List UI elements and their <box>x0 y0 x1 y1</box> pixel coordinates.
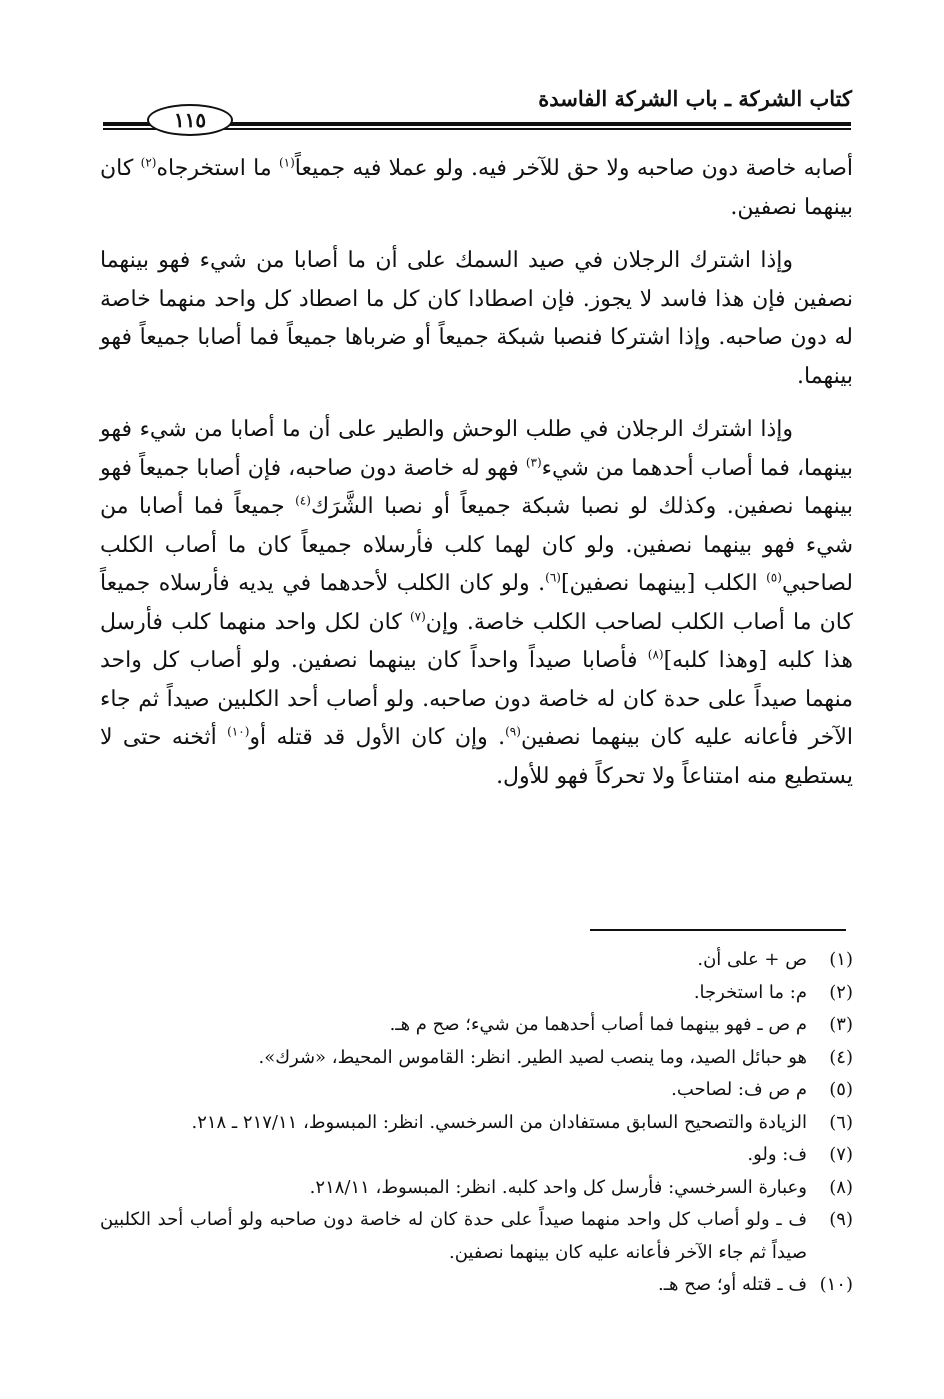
footnote-number: (٦) <box>829 1111 853 1133</box>
text-run: أصابه خاصة دون صاحبه ولا حق للآخر فيه. ولو عملا فيه جميعاً <box>294 156 853 181</box>
text-run: أثخنه حتى لا يستطيع منه امتناعاً ولا تحركاً فهو للأول. <box>100 725 853 789</box>
footnote-marker[interactable]: (٧) <box>409 609 426 624</box>
footnote-text: ف: ولو. <box>747 1144 807 1165</box>
footnote-text: م: ما استخرجا. <box>693 981 807 1003</box>
footnote-number: (٢) <box>829 981 853 1003</box>
footnote-number: (٥) <box>829 1079 853 1100</box>
footnote-marker[interactable]: (٣) <box>525 455 542 470</box>
footnote-number: (٤) <box>829 1046 853 1068</box>
footnote-marker[interactable]: (٦) <box>545 570 561 585</box>
footnote-marker[interactable]: (١) <box>278 155 295 170</box>
footnote <box>100 1009 853 1042</box>
paragraph <box>100 242 853 396</box>
footnote <box>100 944 853 977</box>
footnote-marker[interactable]: (٥) <box>766 570 782 585</box>
text-run: . وإن كان الأول قد قتله أو <box>249 725 506 750</box>
running-title: كتاب الشركة ـ باب الشركة الفاسدة <box>538 86 852 111</box>
footnotes <box>100 944 853 1302</box>
text-run: وإذا اشترك الرجلان في صيد السمك على أن ما أصابا من شيء فهو بينهما نصفين فإن هذا فاسد لا يجوز. فإن اصطادا كان كل ما اصطاد كل واحد منهما خاصة له دون صاحبه. وإذا اشتركا فنصبا شبكة جميعاً أو ضرباها جميعاً فما أصابا جميعاً فهو بينهما. <box>100 248 853 389</box>
footnote-text: الزيادة والتصحيح السابق مستفادان من السرخسي. انظر: المبسوط، ٢١٧/١١ ـ ٢١٨. <box>191 1111 807 1133</box>
text-run: فهو له خاصة دون صاحبه، فإن أصابا جميعاً فهو بينهما نصفين. وكذلك لو نصبا شبكة جميعاً أو نصبا الشَّرَك <box>100 455 853 519</box>
footnote <box>100 1172 853 1205</box>
footnote-text: هو حبائل الصيد، وما ينصب لصيد الطير. انظر: القاموس المحيط، «شرك». <box>258 1046 807 1068</box>
text-run: كان لكل واحد منهما كلب فأرسل هذا كلبه [وهذا كلبه] <box>100 609 853 673</box>
paragraph <box>100 150 853 227</box>
footnote <box>100 1074 853 1107</box>
main-text <box>100 150 853 811</box>
footnote <box>100 1204 853 1269</box>
footnote <box>100 1042 853 1075</box>
footnote-text: م ص ـ فهو بينهما فما أصاب أحدهما من شيء؛ صح م هـ. <box>389 1014 807 1035</box>
paragraph <box>100 411 853 796</box>
footnote-number: (٣) <box>829 1014 853 1035</box>
text-run: فأصابا صيداً واحداً كان بينهما نصفين. ولو أصاب كل واحد منهما صيداً على حدة كان له خاصة دون صاحبه. ولو أصاب أحد الكلبين صيداً ثم جاء الآخر فأعانه عليه كان بينهما نصفين <box>100 648 853 750</box>
footnote-text: ص + على أن. <box>697 949 807 970</box>
footnote <box>100 1107 853 1140</box>
footnote <box>100 1139 853 1172</box>
footnote-text: ف ـ قتله أو؛ صح هـ. <box>658 1274 807 1295</box>
footnote-marker[interactable]: (٢) <box>140 155 157 170</box>
footnote-number: (١٠) <box>819 1274 853 1295</box>
footnote-marker[interactable]: (٨) <box>647 647 664 662</box>
text-run: وإذا اشترك الرجلان في طلب الوحش والطير على أن ما أصابا من شيء فهو بينهما، فما أصاب أحدهما من شيء <box>100 417 854 481</box>
footnote-number: (٨) <box>829 1176 853 1198</box>
footnote-marker[interactable]: (١٠) <box>227 724 250 739</box>
text-run: جميعاً فما أصابا من شيء فهو بينهما نصفين. ولو كان لهما كلب فأرسلاه جميعاً كان ما أصاب الكلب لصاحبي <box>100 494 853 596</box>
text-run: ما استخرجاه <box>156 156 279 181</box>
footnote-number: (٩) <box>829 1209 853 1230</box>
footnote-marker[interactable]: (٤) <box>295 493 311 508</box>
footnote <box>100 1269 853 1302</box>
footnote <box>100 977 853 1010</box>
footnote-number: (٧) <box>829 1144 853 1165</box>
footnote-text: م ص ف: لصاحب. <box>671 1079 807 1100</box>
footnote-number: (١) <box>829 949 853 970</box>
text-run: . ولو كان الكلب لأحدهما في يديه فأرسلاه جميعاً كان ما أصاب الكلب لصاحب الكلب خاصة. وإن <box>100 571 853 635</box>
footnote-text: وعبارة السرخسي: فأرسل كل واحد كلبه. انظر: المبسوط، ٢١٨/١١. <box>309 1176 807 1198</box>
text-run: الكلب [بينهما نصفين] <box>560 571 767 596</box>
footnote-separator <box>590 929 846 931</box>
footnote-text: ف ـ ولو أصاب كل واحد منهما صيداً على حدة كان له خاصة دون صاحبه ولو أصاب أحد الكلبين صيداً ثم جاء الآخر فأعانه عليه كان بينهما نصفين. <box>100 1209 807 1263</box>
text-run: كان بينهما نصفين. <box>100 156 853 220</box>
page-number: ١١٥ <box>147 104 233 136</box>
footnote-marker[interactable]: (٩) <box>505 724 521 739</box>
